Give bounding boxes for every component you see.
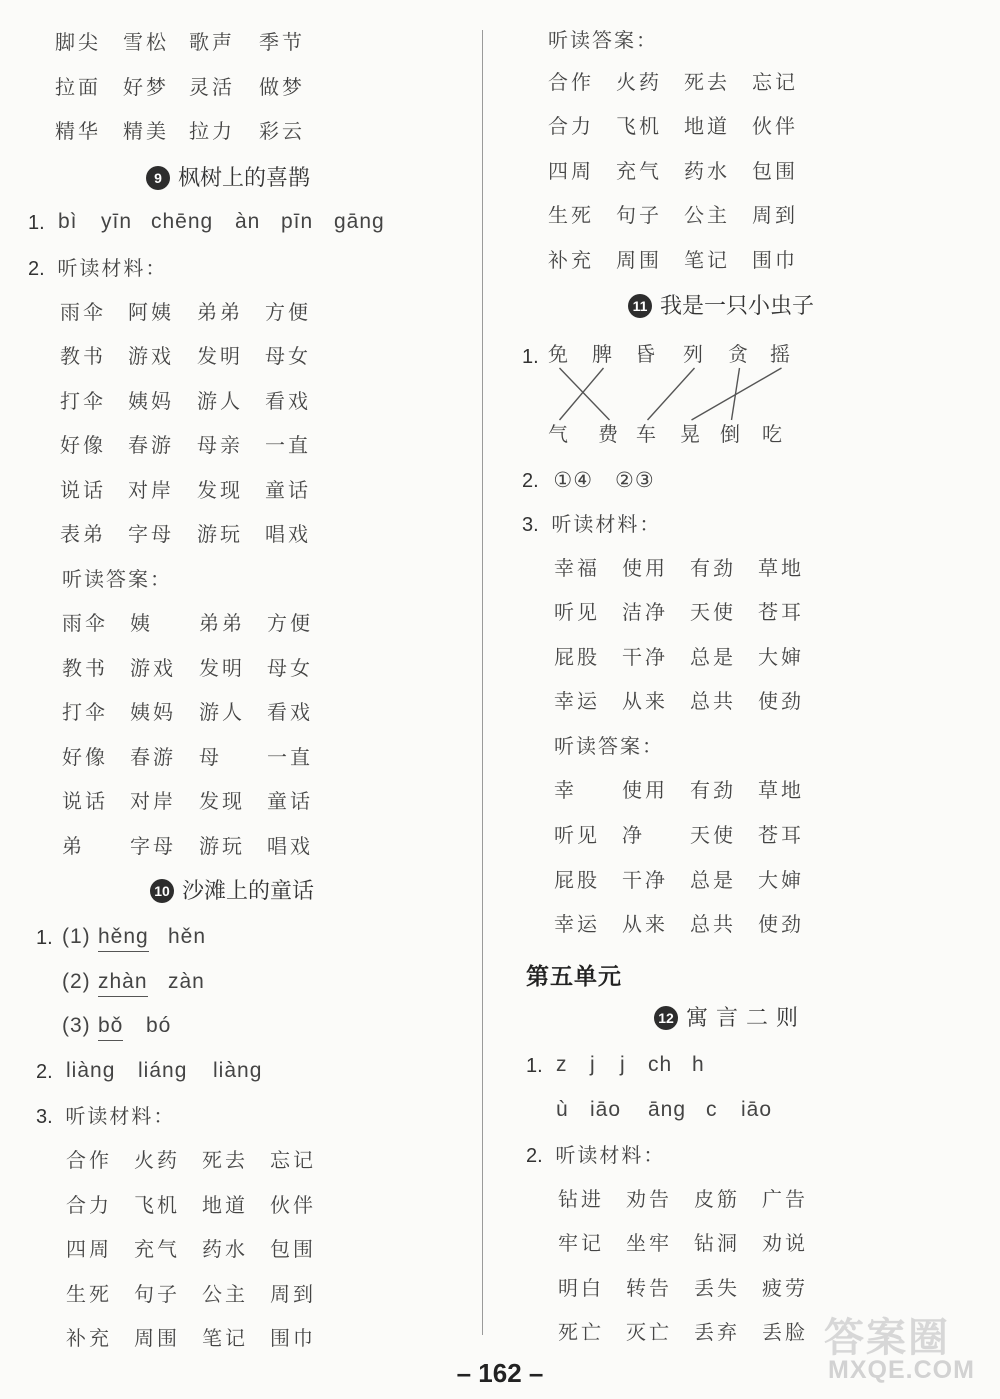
word: 母亲: [197, 433, 243, 457]
question-2: [28, 254, 167, 283]
match-char: 费: [598, 422, 621, 446]
word: 干净: [622, 868, 668, 892]
word: 季节: [259, 30, 305, 54]
word: 母: [199, 745, 222, 769]
lesson-10-heading: [150, 877, 314, 907]
item-index: (3): [62, 1014, 91, 1037]
word: 火药: [134, 1148, 180, 1172]
question-number: 2.: [28, 258, 45, 280]
lesson-title: 寓言二则: [686, 1006, 807, 1031]
word: 唱戏: [265, 522, 311, 546]
word: 周围: [616, 248, 662, 272]
word: 听见: [554, 600, 600, 624]
lesson-number-badge: 12: [654, 1006, 678, 1030]
lesson-title: 沙滩上的童话: [182, 879, 315, 904]
pinyin: hěn: [168, 925, 207, 948]
pinyin: z: [556, 1053, 568, 1076]
word: 屁股: [554, 645, 600, 669]
pinyin: bì: [58, 210, 78, 233]
word: 补充: [66, 1326, 112, 1350]
word: 地道: [684, 114, 730, 138]
word: 总共: [690, 689, 736, 713]
match-line: [692, 368, 782, 420]
word: 游人: [197, 389, 243, 413]
question-1-row-1: [526, 1051, 705, 1080]
word: 发现: [199, 789, 245, 813]
word: 姨妈: [130, 700, 176, 724]
word: 总共: [690, 912, 736, 936]
word: 围巾: [270, 1326, 316, 1350]
section-label: 听读答案：: [548, 28, 658, 52]
word: 发现: [197, 478, 243, 502]
word: 苍耳: [758, 823, 804, 847]
match-char: 晃: [680, 422, 703, 446]
question-1-item-1: [36, 923, 207, 952]
word: 合作: [66, 1148, 112, 1172]
word: 有劲: [690, 556, 736, 580]
word: 使用: [622, 778, 668, 802]
lesson-12-heading: [654, 1004, 806, 1034]
pinyin-answer: zhàn: [98, 968, 148, 997]
word: 姨妈: [128, 389, 174, 413]
word: 钻进: [558, 1187, 604, 1211]
word: 雨伞: [60, 300, 106, 324]
match-char: 列: [683, 342, 706, 366]
section-label: 听读答案：: [62, 567, 172, 591]
word: 牢记: [558, 1231, 604, 1255]
pinyin: yīn: [101, 210, 133, 233]
pinyin: liàng: [213, 1059, 263, 1082]
word: 死去: [202, 1148, 248, 1172]
word: 听见: [554, 823, 600, 847]
word: 雪松: [123, 30, 169, 54]
word: 死去: [684, 70, 730, 94]
pinyin: ch: [648, 1053, 673, 1076]
lesson-number-badge: 9: [146, 166, 170, 190]
word: 草地: [758, 556, 804, 580]
word: 笔记: [684, 248, 730, 272]
word: 药水: [684, 159, 730, 183]
word: 说话: [60, 478, 106, 502]
word: 广告: [762, 1187, 808, 1211]
match-char: 车: [636, 422, 659, 446]
pinyin: j: [620, 1053, 626, 1076]
word: 字母: [128, 522, 174, 546]
word: 教书: [62, 656, 108, 680]
word: 公主: [684, 203, 730, 227]
pinyin-answer: hěng: [98, 923, 149, 952]
word: 周到: [270, 1282, 316, 1306]
word: 从来: [622, 912, 668, 936]
word: 打伞: [60, 389, 106, 413]
word: 春游: [130, 745, 176, 769]
word: 使用: [622, 556, 668, 580]
answer-text: ①④ ②③: [553, 469, 655, 492]
pinyin: āng: [648, 1098, 687, 1121]
match-line: [648, 368, 695, 420]
word: 句子: [134, 1282, 180, 1306]
word: 飞机: [616, 114, 662, 138]
pinyin: c: [706, 1098, 718, 1121]
word: 从来: [622, 689, 668, 713]
word: 钻洞: [694, 1231, 740, 1255]
word: 游戏: [130, 656, 176, 680]
column-divider: [482, 30, 483, 1335]
word: 方便: [267, 611, 313, 635]
word: 生死: [548, 203, 594, 227]
answer-label-line: [554, 732, 664, 760]
word: 丢脸: [762, 1320, 808, 1344]
word: 精华: [55, 119, 101, 143]
word: 字母: [130, 834, 176, 858]
word: 坐牢: [626, 1231, 672, 1255]
question-3: [522, 510, 661, 539]
word: 劝说: [762, 1231, 808, 1255]
word: 好像: [60, 433, 106, 457]
word: 幸福: [554, 556, 600, 580]
question-3: [36, 1102, 175, 1131]
word: 明白: [558, 1276, 604, 1300]
word: 游戏: [128, 344, 174, 368]
section-label: 听读答案：: [554, 734, 664, 758]
word: 发明: [197, 344, 243, 368]
word: 丢弃: [694, 1320, 740, 1344]
watermark: [824, 1306, 994, 1394]
word: 四周: [548, 159, 594, 183]
word: 看戏: [265, 389, 311, 413]
word: 疲劳: [762, 1276, 808, 1300]
word: 天使: [690, 600, 736, 624]
word: 发明: [199, 656, 245, 680]
word: 飞机: [134, 1193, 180, 1217]
word: 幸运: [554, 912, 600, 936]
question-number: 2.: [36, 1061, 53, 1083]
word: 地道: [202, 1193, 248, 1217]
word: 一直: [267, 745, 313, 769]
word: 游人: [199, 700, 245, 724]
question-number: 2.: [522, 470, 539, 492]
word: 合力: [66, 1193, 112, 1217]
question-number: 1.: [526, 1055, 543, 1077]
item-index: (1): [62, 925, 91, 948]
word: 说话: [62, 789, 108, 813]
word: 死亡: [558, 1320, 604, 1344]
match-char: 气: [548, 422, 571, 446]
word: 苍耳: [758, 600, 804, 624]
word: 大婶: [758, 645, 804, 669]
word: 有劲: [690, 778, 736, 802]
word: 包围: [752, 159, 798, 183]
word: 忘记: [270, 1148, 316, 1172]
pinyin: bó: [146, 1014, 172, 1037]
word: 总是: [690, 868, 736, 892]
word: 周到: [752, 203, 798, 227]
word: 歌声: [189, 30, 235, 54]
lesson-number-badge: 10: [150, 879, 174, 903]
question-number: 1.: [36, 927, 53, 949]
word: 好像: [62, 745, 108, 769]
match-char: 摇: [770, 342, 793, 366]
pinyin: liáng: [138, 1059, 188, 1082]
question-number: 1.: [28, 212, 45, 234]
section-label: 听读材料：: [551, 512, 662, 536]
word: 童话: [267, 789, 313, 813]
word: 春游: [128, 433, 174, 457]
unit-heading: 第五单元: [526, 963, 622, 990]
pinyin: chēng: [151, 210, 214, 233]
item-index: (2): [62, 970, 91, 993]
word: 补充: [548, 248, 594, 272]
word: 公主: [202, 1282, 248, 1306]
word: 屁股: [554, 868, 600, 892]
word: 包围: [270, 1237, 316, 1261]
match-char: 贪: [728, 342, 751, 366]
word: 总是: [690, 645, 736, 669]
word: 母女: [267, 656, 313, 680]
word: 弟弟: [197, 300, 243, 324]
word: 幸: [554, 778, 577, 802]
word: 童话: [265, 478, 311, 502]
pinyin-answer: bǒ: [98, 1012, 123, 1041]
word: 充气: [134, 1237, 180, 1261]
question-number: 3.: [522, 514, 539, 536]
pinyin: zàn: [168, 970, 205, 993]
word: 方便: [265, 300, 311, 324]
word: 对岸: [130, 789, 176, 813]
word: 一直: [265, 433, 311, 457]
lesson-9-heading: [146, 164, 310, 194]
section-label: 听读材料：: [57, 256, 168, 280]
word: 转告: [626, 1276, 672, 1300]
word: 火药: [616, 70, 662, 94]
word: 游玩: [197, 522, 243, 546]
match-char: 脾: [592, 342, 615, 366]
lesson-title: 枫树上的喜鹊: [178, 166, 311, 191]
word: 伙伴: [752, 114, 798, 138]
question-number: 2.: [526, 1145, 543, 1167]
pinyin: gāng: [334, 210, 385, 233]
word: 使劲: [758, 689, 804, 713]
question-2: [36, 1057, 263, 1086]
pinyin: ù: [556, 1098, 569, 1121]
word: 打伞: [62, 700, 108, 724]
word: 做梦: [259, 75, 305, 99]
word: 药水: [202, 1237, 248, 1261]
word: 对岸: [128, 478, 174, 502]
word: 唱戏: [267, 834, 313, 858]
word: 灭亡: [626, 1320, 672, 1344]
word: 教书: [60, 344, 106, 368]
word: 看戏: [267, 700, 313, 724]
question-2: [522, 466, 655, 495]
word: 阿姨: [128, 300, 174, 324]
word: 劝告: [626, 1187, 672, 1211]
question-2: [526, 1141, 665, 1170]
section-label: 听读材料：: [65, 1104, 176, 1128]
question-1: [28, 208, 385, 237]
match-char: 吃: [762, 422, 785, 446]
watermark-logo-text: 答案圈: [824, 1315, 950, 1361]
word: 句子: [616, 203, 662, 227]
word: 净: [622, 823, 645, 847]
word: 围巾: [752, 248, 798, 272]
word: 洁净: [622, 600, 668, 624]
word: 大婶: [758, 868, 804, 892]
word: 丢失: [694, 1276, 740, 1300]
lesson-title: 我是一只小虫子: [660, 294, 815, 319]
match-char: 免: [548, 342, 571, 366]
word: 拉面: [55, 75, 101, 99]
page-number: – 162 –: [456, 1358, 544, 1388]
word: 皮筋: [694, 1187, 740, 1211]
word: 幸运: [554, 689, 600, 713]
match-char: 昏: [635, 342, 658, 366]
word: 干净: [622, 645, 668, 669]
pinyin: àn: [235, 210, 261, 233]
pinyin: pīn: [281, 210, 314, 233]
pinyin: iāo: [741, 1098, 773, 1121]
watermark-url: MXQE.COM: [828, 1356, 975, 1384]
word: 脚尖: [55, 30, 101, 54]
word: 姨: [130, 611, 153, 635]
word: 周围: [134, 1326, 180, 1350]
lesson-number-badge: 11: [628, 294, 652, 318]
word: 游玩: [199, 834, 245, 858]
answer-label-line: [62, 565, 172, 593]
word: 忘记: [752, 70, 798, 94]
word: 合力: [548, 114, 594, 138]
word: 好梦: [123, 75, 169, 99]
word: 灵活: [189, 75, 235, 99]
word: 母女: [265, 344, 311, 368]
word: 表弟: [60, 522, 106, 546]
word: 弟弟: [199, 611, 245, 635]
word: 笔记: [202, 1326, 248, 1350]
word: 天使: [690, 823, 736, 847]
word: 伙伴: [270, 1193, 316, 1217]
matching-lines: [500, 0, 1000, 500]
word: 拉力: [189, 119, 235, 143]
section-label: 听读材料：: [555, 1143, 666, 1167]
pinyin: iāo: [590, 1098, 622, 1121]
pinyin: liàng: [66, 1059, 116, 1082]
word: 生死: [66, 1282, 112, 1306]
word: 四周: [66, 1237, 112, 1261]
pinyin: h: [692, 1053, 705, 1076]
question-number: 3.: [36, 1106, 53, 1128]
word: 弟: [62, 834, 85, 858]
word: 雨伞: [62, 611, 108, 635]
word: 草地: [758, 778, 804, 802]
word: 精美: [123, 119, 169, 143]
match-char: 倒: [720, 422, 743, 446]
word: 彩云: [259, 119, 305, 143]
question-number: 1.: [522, 346, 539, 368]
pinyin: j: [590, 1053, 596, 1076]
word: 使劲: [758, 912, 804, 936]
word: 合作: [548, 70, 594, 94]
word: 充气: [616, 159, 662, 183]
